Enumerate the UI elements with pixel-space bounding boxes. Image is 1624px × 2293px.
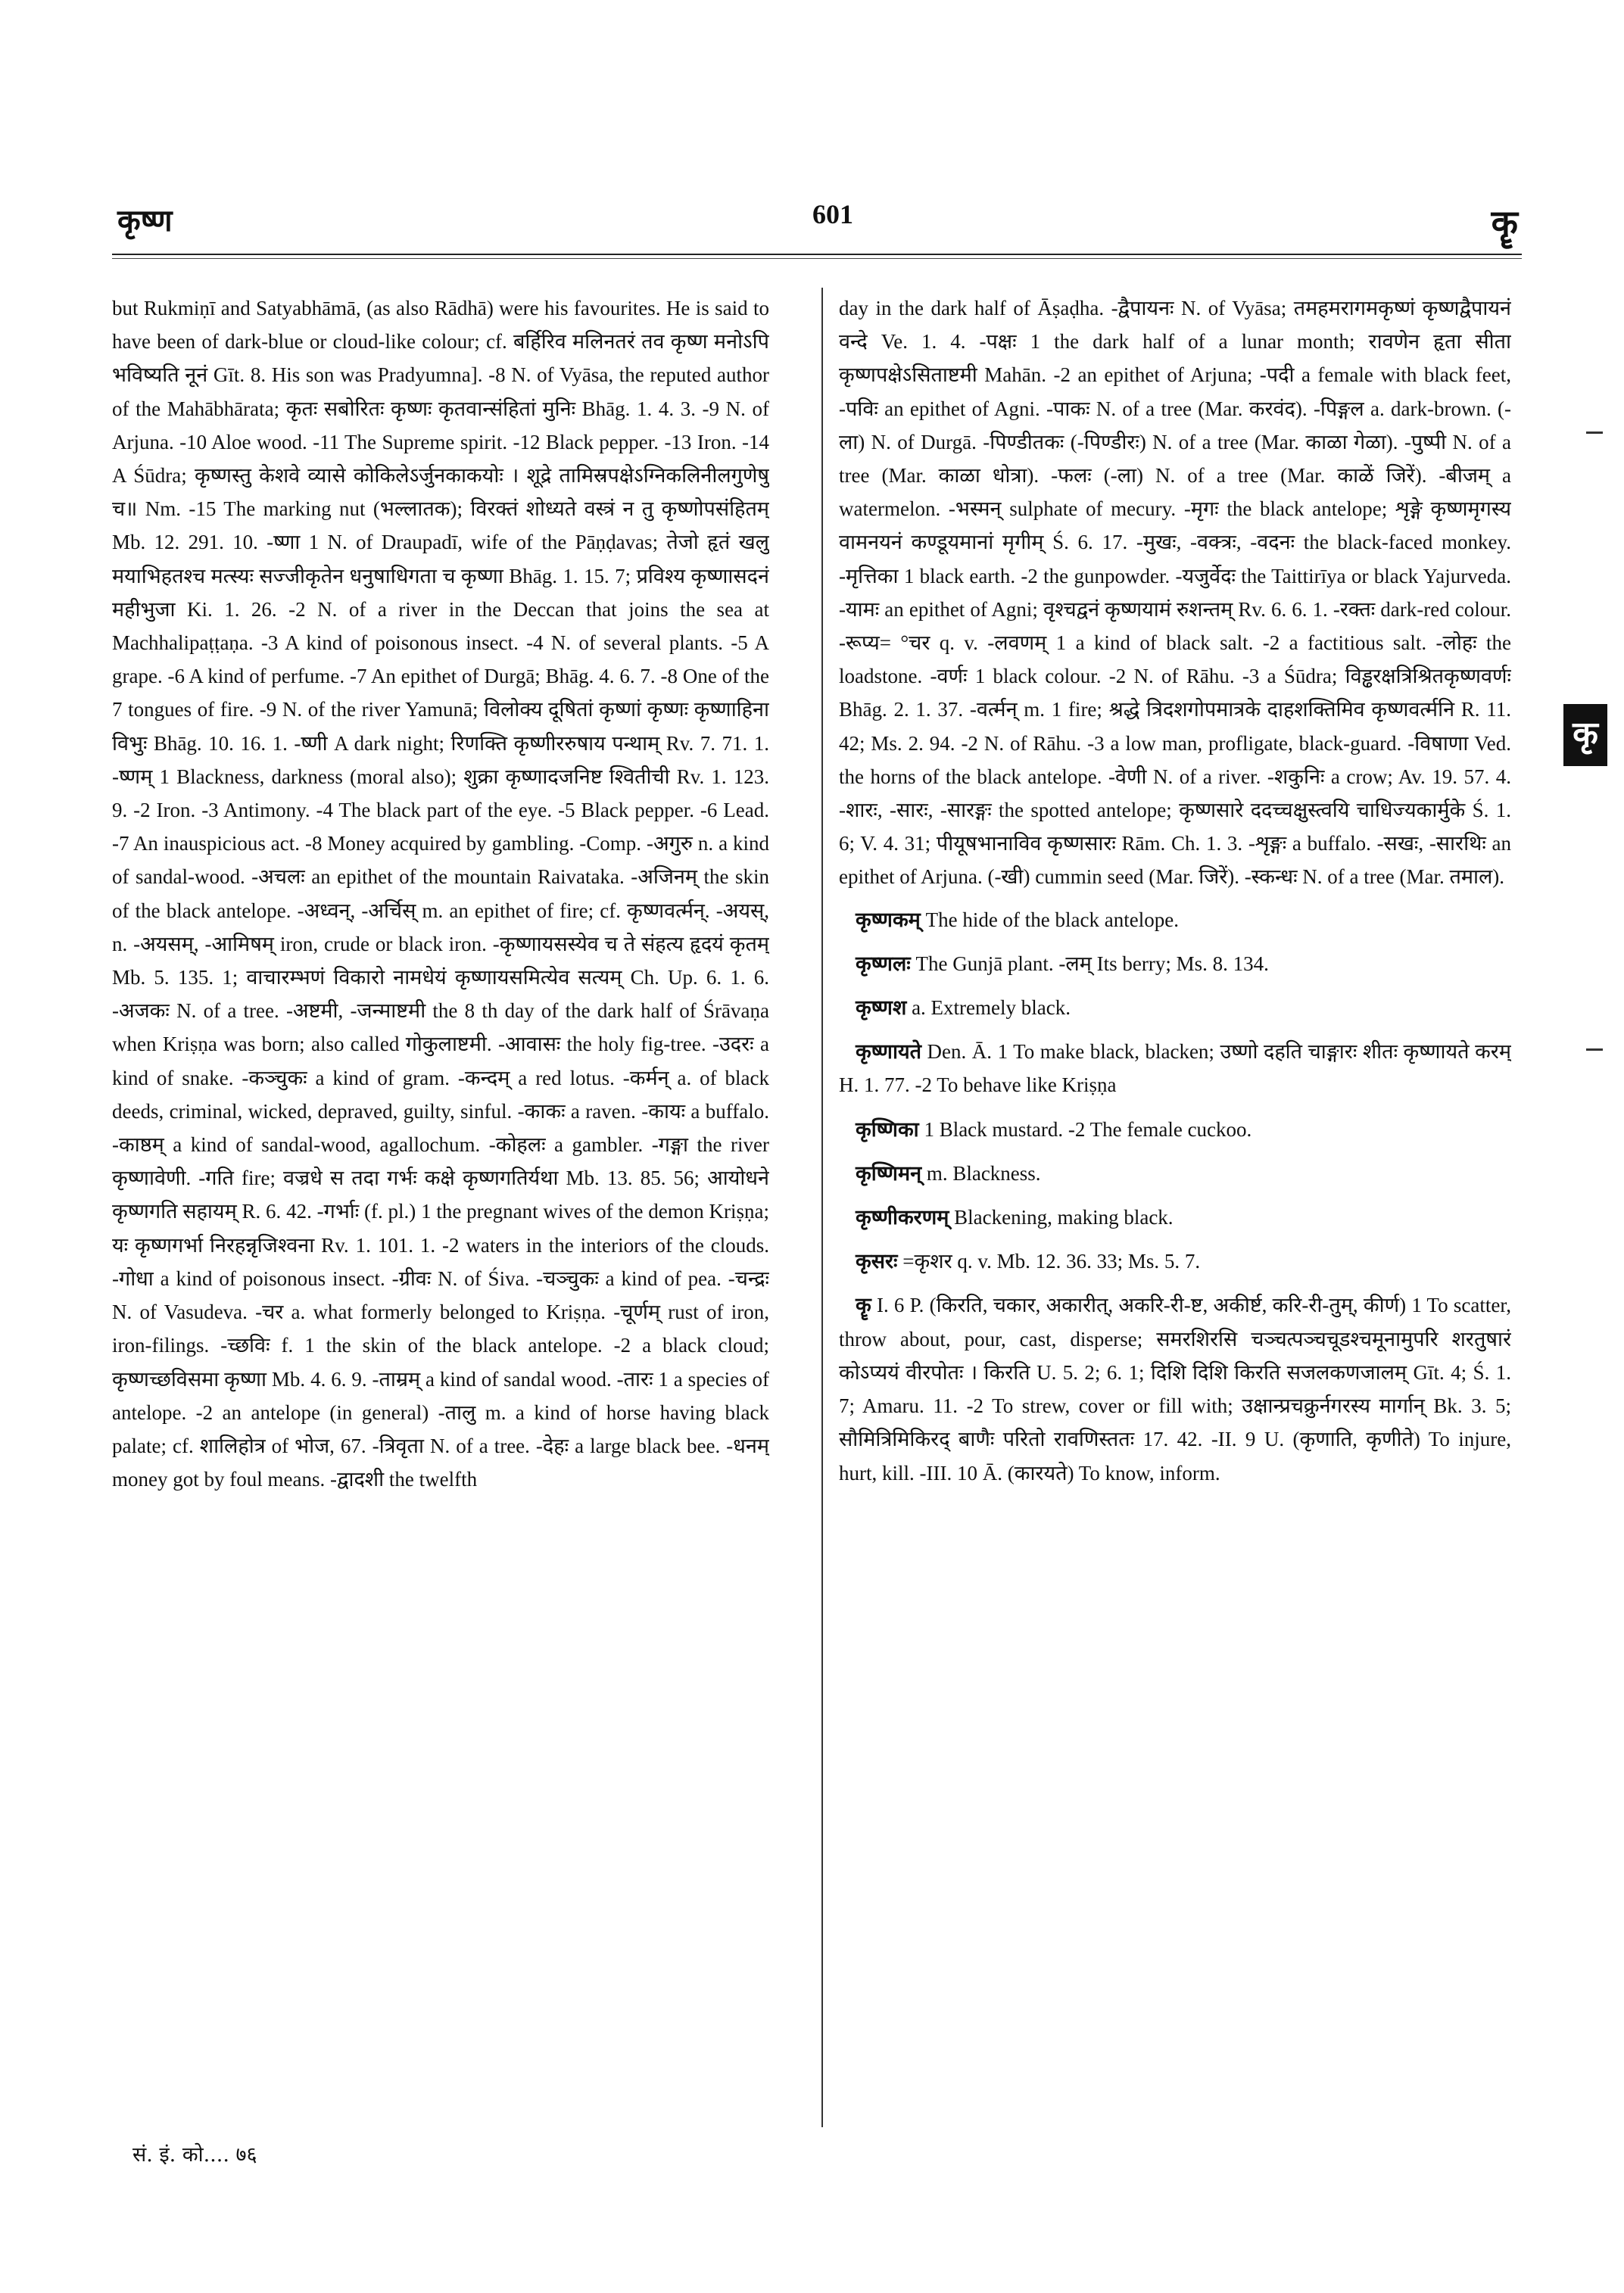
dictionary-paragraph: day in the dark half of Āṣaḍha. -द्वैपायनः N. of Vyāsa; तमहमरागमकृष्णं कृष्णद्वैपायनं वन्दे Ve. 1. 4. -पक्षः 1 the dark half of a lunar month; रावणेन हृता सीता कृष्णपक्षेऽसिताष्टमी Mahān. -2 an epithet of Arjuna; -पदी a female with black feet, -पविः an epithet of Agni. -पाकः N. of a tree (Mar. करवंद). -पिङ्गल a. dark-brown. (-ला) N. of Durgā. -पिण्डीतकः (-पिण्डीरः) N. of a tree (Mar. काळा गेळा). -पुष्पी N. of a tree (Mar. काळा धोत्रा). -फलः (-ला) N. of a tree (Mar. काळें जिरें). -बीजम् a watermelon. -भस्मन् sulphate of mecury. -मृगः the black antelope; शृङ्गे कृष्णमृगस्य वामनयनं कण्डूयमानां मृगीम् Ś. 6. 17. -मुखः, -वक्त्रः, -वदनः the black-faced monkey. -मृत्तिका 1 black earth. -2 the gunpowder. -यजुर्वेदः the Taittirīya or black Yajurveda. -यामः an epithet of Agni; वृश्चद्वनं कृष्णयामं रुशन्तम् Rv. 6. 6. 1. -रक्तः dark-red colour. -रूप्य= °चर q. v. -लवणम् 1 a kind of black salt. -2 a factitious salt. -लोहः the loadstone. -वर्णः 1 black colour. -2 N. of Rāhu. -3 a Śūdra; विड्ढरक्षत्रिश्रितकृष्णवर्णः Bhāg. 2. 1. 37. -वर्त्मन् m. 1 fire; श्रद्धे त्रिदशगोपमात्रके दाहशक्तिमिव कृष्णवर्त्मनि R. 11. 42; Ms. 2. 94. -2 N. of Rāhu. -3 a low man, profligate, black-guard. -विषाणा Ved. the horns of the black antelope. -वेणी N. of a river. -शकुनिः a crow; Av. 19. 57. 4. -शारः, -सारः, -सारङ्गः the spotted antelope; कृष्णसारे ददच्चक्षुस्त्वयि चाधिज्यकार्मुके Ś. 1. 6; V. 4. 31; पीयूषभानाविव कृष्णसारः Rām. Ch. 1. 3. -शृङ्गः a buffalo. -सखः, -सारथिः an epithet of Arjuna. (-खी) cummin seed (Mar. जिरें). -स्कन्धः N. of a tree (Mar. तमाल). (839, 297, 1511, 889)
dictionary-entry (839, 1113, 1511, 1146)
definition: =कृशर q. v. Mb. 12. 36. 33; Ms. 5. 7. (897, 1250, 1201, 1273)
headword: कृष्णीकरणम् (856, 1206, 949, 1229)
right-column (839, 291, 1511, 2123)
headword: कृष्णायते (856, 1040, 921, 1064)
left-column (112, 291, 769, 2123)
header-rule-thin (112, 258, 1522, 259)
headword: कृष्णश (856, 996, 907, 1020)
definition: Den. Ā. 1 To make black, blacken; उष्णो दहति चाङ्गारः शीतः कृष्णायते करम् H. 1. 77. -2 To behave like Kriṣṇa (839, 1040, 1511, 1097)
dictionary-entry (839, 1288, 1511, 1489)
definition: The hide of the black antelope. (920, 908, 1179, 931)
definition: The Gunjā plant. -लम् Its berry; Ms. 8. 134. (910, 952, 1269, 975)
definition: 1 Black mustard. -2 The female cuckoo. (918, 1117, 1252, 1141)
dictionary-entry (839, 1245, 1511, 1278)
headword: कृष्णिमन् (856, 1161, 922, 1185)
header-rule (112, 254, 1522, 255)
running-head-left: कृष्ण (117, 203, 173, 238)
headword: कॄ (856, 1294, 871, 1317)
thumb-index-tab: कृ (1563, 704, 1607, 766)
headword: कृसरः (856, 1250, 898, 1273)
dictionary-entry (839, 947, 1511, 980)
signature-mark: सं. इं. को.... ७६ (132, 2143, 257, 2167)
running-head-right: कॄ (1491, 202, 1518, 243)
headword: कृष्णकम् (856, 908, 921, 931)
definition: m. Blackness. (921, 1161, 1041, 1185)
dictionary-entry (839, 1201, 1511, 1234)
definition: a. Extremely black. (906, 996, 1071, 1020)
headword: कृष्णलः (856, 952, 911, 975)
dictionary-entry (839, 1035, 1511, 1101)
dictionary-entry (839, 1157, 1511, 1190)
definition: Blackening, making black. (949, 1206, 1174, 1229)
dictionary-entry (839, 991, 1511, 1024)
margin-mark (1586, 1048, 1603, 1051)
dictionary-paragraph: but Rukmiṇī and Satyabhāmā, (as also Rādhā) were his favourites. He is said to have been of dark-blue or cloud-like colour; cf. बर्हिरिव मलिनतरं तव कृष्ण मनोऽपि भविष्यति नूनं Gīt. 8. His son was Pradyumna]. -8 N. of Vyāsa, the reputed author of the Mahābhārata; कृतः सबोरितः कृष्णः कृतवान्संहितां मुनिः Bhāg. 1. 4. 3. -9 N. of Arjuna. -10 Aloe wood. -11 The Supreme spirit. -12 Black pepper. -13 Iron. -14 A Śūdra; कृष्णस्तु केशवे व्यासे कोकिलेऽर्जुनकाकयोः । शूद्रे तामिस्रपक्षेऽग्निकलिनीलगुणेषु च॥ Nm. -15 The marking nut (भल्लातक); विरक्तं शोध्यते वस्त्रं न तु कृष्णोपसंहितम् Mb. 12. 291. 10. -ष्णा 1 N. of Draupadī, wife of the Pāṇḍavas; तेजो हृतं खलु मयाभिहतश्च मत्स्यः सज्जीकृतेन धनुषाधिगता च कृष्णा Bhāg. 1. 15. 7; प्रविश्य कृष्णासदनं महीभुजा Ki. 1. 26. -2 N. of a river in the Deccan that joins the sea at Machhalipaṭṭaṇa. -3 A kind of poisonous insect. -4 N. of several plants. -5 A grape. -6 A kind of perfume. -7 An epithet of Durgā; Bhāg. 4. 6. 7. -8 One of the 7 tongues of fire. -9 N. of the river Yamunā; विलोक्य दूषितां कृष्णां कृष्णः कृष्णाहिना विभुः Bhāg. 10. 16. 1. -ष्णी A dark night; रिणक्ति कृष्णीररुषाय पन्थाम् Rv. 7. 71. 1. -ष्णम् 1 Blackness, darkness (moral also); शुक्रा कृष्णादजनिष्ट श्वितीची Rv. 1. 123. 9. -2 Iron. -3 Antimony. -4 The black part of the eye. -5 Black pepper. -6 Lead. -7 An inauspicious act. -8 Money acquired by gambling. -Comp. -अगुरु n. a kind of sandal-wood. -अचलः an epithet of the mountain Raivataka. -अजिनम् the skin of the black antelope. -अध्वन्, -अर्चिस् m. an epithet of fire; cf. कृष्णवर्त्मन्. -अयस्, n. -अयसम्, -आमिषम् iron, crude or black iron. -कृष्णायसस्येव च ते संहत्य हृदयं कृतम् Mb. 5. 135. 1; वाचारम्भणं विकारो नामधेयं कृष्णायसमित्येव सत्यम् Ch. Up. 6. 1. 6. -अजकः N. of a tree. -अष्टमी, -जन्माष्टमी the 8 th day of the dark half of Śrāvaṇa when Kriṣṇa was born; also called गोकुलाष्टमी. -आवासः the holy fig-tree. -उदरः a kind of snake. -कञ्चुकः a kind of gram. -कन्दम् a red lotus. -कर्मन् a. of black deeds, criminal, wicked, depraved, guilty, sinful. -काकः a raven. -कायः a buffalo. -काष्ठम् a kind of sandal-wood, agallochum. -कोहलः a gambler. -गङ्गा the river कृष्णावेणी. -गति fire; वज्रधे स तदा गर्भः कक्षे कृष्णगतिर्यथा Mb. 13. 85. 56; आयोधने कृष्णगति सहायम् R. 6. 42. -गर्भाः (f. pl.) 1 the pregnant wives of the demon Kriṣṇa; यः कृष्णगर्भा निरहन्नृजिश्वना Rv. 1. 101. 1. -2 waters in the interiors of the clouds. -गोधा a kind of poisonous insect. -ग्रीवः N. of Śiva. -चञ्चुकः a kind of pea. -चन्द्रः N. of Vasudeva. -चर a. what formerly belonged to Kriṣṇa. -चूर्णम् rust of iron, iron-filings. -च्छविः f. 1 the skin of the black antelope. -2 a black cloud; कृष्णच्छविसमा कृष्णा Mb. 4. 6. 9. -ताम्रम् a kind of sandal wood. -तारः 1 a species of antelope. -2 an antelope (in general) -तालु m. a kind of horse having black palate; cf. शालिहोत्र of भोज, 67. -त्रिवृता N. of a tree. -देहः a large black bee. -धनम् money got by foul means. -द्वादशी the twelfth (112, 297, 769, 1491)
margin-mark (1586, 431, 1603, 434)
dictionary-entry (839, 903, 1511, 936)
definition: I. 6 P. (किरति, चकार, अकारीत्, अकरि-री-ष्ट, अकीर्ष्ट, करि-री-तुम्, कीर्ण) 1 To scatter, throw about, pour, cast, disperse; समरशिरसि चञ्चत्पञ्चचूडश्चमूनामुपरि शरतुषारं कोऽप्ययं वीरपोतः । किरति U. 5. 2; 6. 1; दिशि दिशि किरति सजलकणजालम् Gīt. 4; Ś. 1. 7; Amaru. 11. -2 To strew, cover or fill with; उक्षान्प्रचक्रुर्नगरस्य मार्गान् Bk. 3. 5; सौमित्रिमिकिरद् बाणैः परितो रावणिस्ततः 17. 42. -II. 9 U. (कृणाति, कृणीते) To injure, hurt, kill. -III. 10 Ā. (कारयते) To know, inform. (839, 1294, 1511, 1485)
headword: कृष्णिका (856, 1117, 919, 1141)
column-separator (821, 288, 823, 2127)
page-number: 601 (812, 199, 853, 229)
